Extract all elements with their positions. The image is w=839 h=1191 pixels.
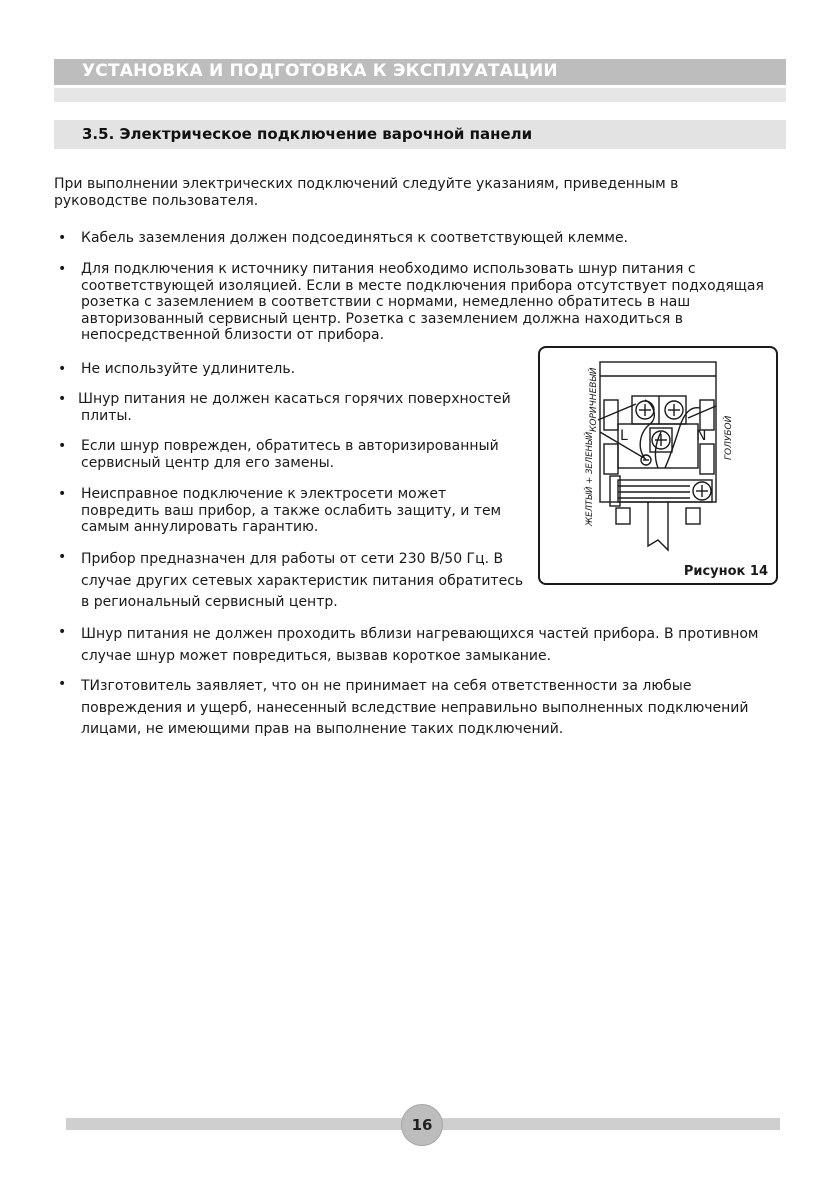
list-item — [81, 361, 531, 378]
bullet-marker: • — [58, 361, 67, 377]
list-item-line: Для подключения к источнику питания необходимо использовать шнур питания с — [81, 261, 696, 277]
list-item — [81, 261, 801, 344]
list-item-line: ТИзготовитель заявляет, что он не принимает на себя ответственности за любые — [81, 678, 692, 694]
figure-caption: Рисунок 14 — [683, 564, 768, 579]
list-item-line: повредить ваш прибор, а также ослабить защиту, и тем — [81, 502, 502, 519]
list-item-line: лицами, не имеющими прав на выполнение таких подключений. — [81, 721, 564, 737]
list-item-line: Неисправное подключение к электросети может — [81, 486, 447, 502]
list-item-line: повреждения и ущерб, нанесенный вследствие неправильно выполненных подключений — [81, 699, 749, 716]
intro-line: При выполнении электрических подключений следуйте указаниям, приведенным в — [54, 176, 679, 192]
label-blue: ГОЛУБОЙ — [724, 415, 734, 460]
list-item-line: Шнур питания не должен проходить вблизи нагревающихся частей прибора. В противном — [81, 626, 759, 642]
list-item-line: Шнур питания не должен касаться горячих поверхностей — [78, 391, 511, 407]
bullet-marker: • — [58, 549, 67, 565]
list-item-line: случае других сетевых характеристик питания обратитесь — [81, 572, 524, 589]
intro-line: руководстве пользователя. — [54, 192, 259, 209]
list-item — [81, 549, 531, 614]
label-yellow-green: ЖЕЛТЫЙ + ЗЕЛЕНЫЙ — [585, 431, 595, 526]
terminal-block-diagram — [540, 348, 776, 583]
list-item-line: Если шнур поврежден, обратитесь в авторизированный — [81, 438, 499, 454]
figure-wiring-diagram — [538, 346, 778, 585]
list-item — [81, 676, 801, 741]
header-subband — [54, 88, 786, 102]
intro-paragraph — [54, 176, 774, 209]
list-item-line: в региональный сервисный центр. — [81, 594, 338, 610]
chapter-title: УСТАНОВКА И ПОДГОТОВКА К ЭКСПЛУАТАЦИИ — [82, 61, 558, 81]
label-L: L — [620, 428, 628, 444]
bullet-marker: • — [58, 230, 67, 246]
list-item — [81, 624, 801, 667]
list-item-line: авторизованный сервисный центр. Розетка с заземлением должна находиться в — [81, 310, 684, 327]
list-item-line: соответствующей изоляцией. Если в месте подключения прибора отсутствует подходящая — [81, 277, 764, 294]
list-item-line: сервисный центр для его замены. — [81, 454, 335, 471]
label-N: N — [696, 428, 707, 444]
list-item — [81, 438, 531, 471]
bullet-marker: • — [58, 676, 67, 692]
section-title: 3.5. Электрическое подключение варочной панели — [82, 125, 533, 143]
bullet-marker: • — [58, 486, 67, 502]
list-item-line: розетка с заземлением в соответствии с нормами, немедленно обратитесь в наш — [81, 294, 691, 310]
page-number-text: 16 — [411, 1116, 433, 1134]
bullet-marker: • — [58, 438, 67, 454]
list-item — [81, 486, 531, 536]
page-number — [401, 1104, 443, 1146]
list-item-line: Прибор предназначен для работы от сети 230 В/50 Гц. В — [81, 551, 504, 567]
bullet-marker: • — [58, 391, 67, 407]
list-item — [78, 391, 528, 424]
bullet-marker: • — [58, 261, 67, 277]
bullet-marker: • — [58, 624, 67, 640]
list-item-line: Не используйте удлинитель. — [81, 361, 296, 377]
list-item-line: случае шнур может повредиться, вызвав короткое замыкание. — [81, 647, 552, 664]
list-item-line: плиты. — [81, 407, 132, 424]
list-item-line: непосредственной близости от прибора. — [81, 327, 385, 343]
label-brown: КОРИЧНЕВЫЙ — [589, 367, 599, 432]
list-item-line: самым аннулировать гарантию. — [81, 519, 319, 535]
list-item-line: Кабель заземления должен подсоединяться к соответствующей клемме. — [81, 230, 629, 246]
list-item — [81, 230, 801, 247]
